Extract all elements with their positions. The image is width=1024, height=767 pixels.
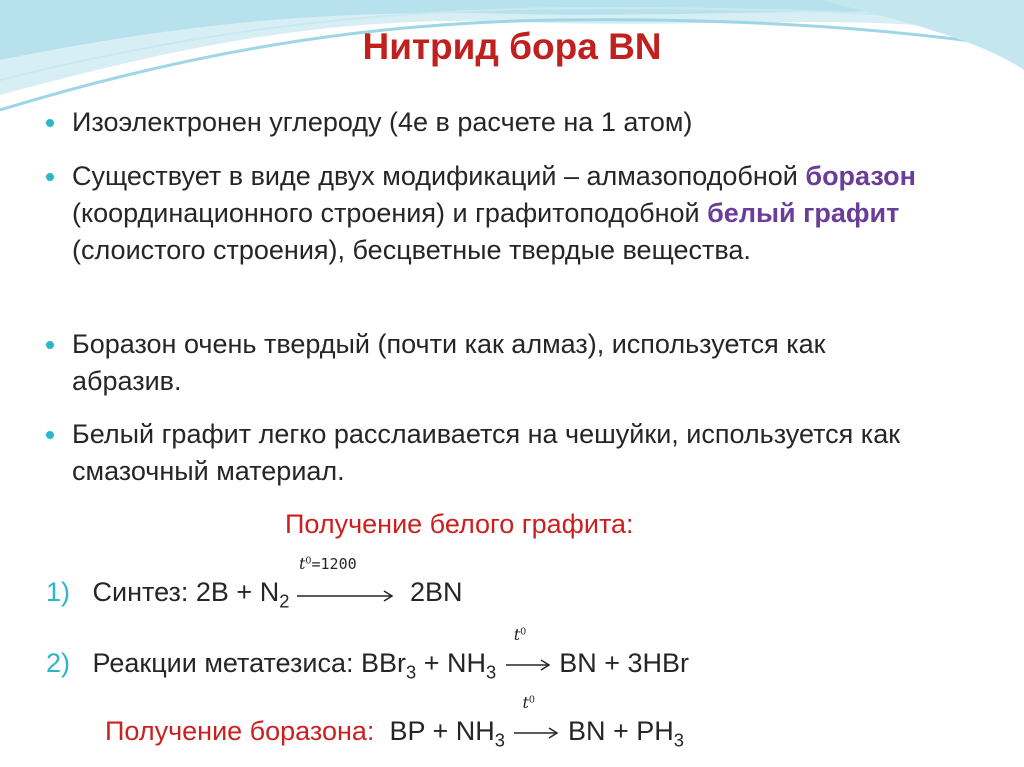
term-white-graphite: белый графит (707, 198, 900, 228)
bullet-dot-icon (46, 341, 54, 349)
arrow-condition: $t^0$ (522, 692, 536, 712)
reaction-label: Синтез: (92, 577, 189, 607)
reaction-number: 2) (46, 648, 71, 678)
reaction-label: Реакции метатезиса: (92, 648, 354, 678)
arrow-right-icon (504, 659, 552, 671)
reaction-borazon: Получение боразона: BP + $NH_3$ $t^0$ BN + $PH_3$ (105, 692, 685, 751)
reaction-arrow (297, 553, 395, 604)
arrow-right-icon (512, 727, 560, 739)
bullet-text: Изоэлектронен углероду (4е в расчете на 1 атом) (72, 107, 693, 137)
arrow-right-icon (297, 590, 395, 602)
borazon-heading: Получение боразона: (105, 716, 375, 746)
reaction-arrow (512, 692, 560, 743)
white-graphite-heading: Получение белого графита: (285, 509, 634, 539)
reaction-metathesis: 2) Реакции метатезиса: $BBr_3 + NH_3$ $t^0$ BN + 3HBr (46, 624, 690, 683)
bullet-modifications (46, 158, 916, 269)
reaction-synthesis: 1) Синтез: $2B + N_2$ $t^0=1200$ 2BN (46, 553, 463, 612)
bullet-text: Белый графит легко расслаивается на чешуйки, используется как смазочный материал. (72, 419, 901, 486)
bullet-isoelectronic (46, 104, 916, 141)
bullet-dot-icon (46, 431, 54, 439)
bullet-text: Боразон очень твердый (почти как алмаз), используется как абразив. (72, 329, 826, 396)
reaction-number: 1) (46, 577, 71, 607)
arrow-condition: $t^0$ (513, 624, 527, 644)
bullet-text: Существует в виде двух модификаций – алмазоподобной боразон (координационного строения) и графитоподобной белый графит (слоистого строения), бесцветные твердые вещества. (72, 161, 916, 265)
term-borazon: боразон (805, 161, 916, 191)
arrow-condition: $t^0=1200$ (298, 553, 357, 573)
bullet-dot-icon (46, 119, 54, 127)
bullet-dot-icon (46, 173, 54, 181)
slide-title: Нитрид бора BN (362, 26, 662, 67)
bullet-borazon-hardness (46, 326, 916, 400)
reaction-arrow (504, 624, 552, 675)
bullet-white-graphite (46, 416, 916, 490)
